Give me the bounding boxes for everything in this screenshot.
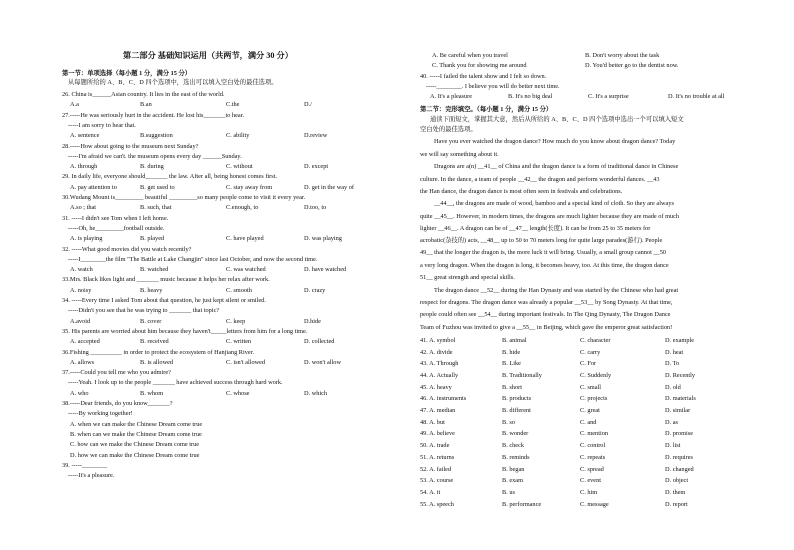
answer-option: B. It's no big deal (508, 93, 553, 101)
question-stem: 32. -----What good movies did you watch recently? (62, 245, 192, 253)
passage-line: we will say something about it. (420, 150, 499, 158)
section-2-instruction: 空白处的最佳选项。 (420, 126, 477, 134)
answer-option: A. It's a pleasure (430, 93, 473, 101)
answer-option: B. is allowed (140, 358, 174, 366)
answer-option: C. written (226, 338, 252, 346)
cloze-option: C. great (580, 407, 600, 414)
question-stem: 35. His parents are worried about him because they haven't_____letters from him for a long time. (62, 327, 308, 335)
answer-option: C. smooth (226, 286, 252, 294)
passage-line: acrobatic(杂技的) acts, __48__ up to 50 to 70 meters long for quite large parades(游行). People (420, 237, 663, 245)
answer-option: B. cover (140, 317, 162, 325)
answer-option: C.the (226, 101, 240, 109)
cloze-option: 44. A. Actually (420, 371, 459, 379)
section-2-instruction: 通读下面短文，掌握其大意，然后从所给的 A、B、C、D 四个选项中选出一个可以填入短文 (430, 115, 684, 123)
answer-option: C. Thank you for showing me around (432, 62, 527, 70)
cloze-option: B. check (502, 442, 525, 450)
cloze-option: B. Like (502, 360, 521, 368)
cloze-option: B. began (502, 465, 525, 473)
passage-line: respect for dragons. The dragon dance was already a popular __53__ by Song Dynasty. At that time, (420, 298, 673, 306)
passage-line: __44__, the dragons are made of wood, bamboo and a special kind of cloth. So they are always (434, 200, 674, 208)
section-title: 第二部分 基础知识运用（共两节，满分 30 分） (123, 51, 293, 60)
cloze-option: 42. A. divide (420, 348, 453, 356)
cloze-option: B. different (502, 407, 531, 414)
cloze-option: 41. A. symbol (420, 336, 456, 344)
cloze-option: B. us (502, 488, 515, 496)
cloze-option: C. event (580, 477, 601, 485)
answer-option: C. isn't allowed (226, 358, 266, 366)
answer-option: B. during (140, 163, 164, 171)
cloze-option: B. Traditionally (502, 371, 542, 379)
question-stem: 28.-----How about going to the museum next Sunday? (62, 142, 199, 150)
passage-line: culture. In the dance, a team of people __42__ the dragon and perform wonderful dances. __43 (420, 175, 660, 183)
answer-option: D. get in the way of (304, 183, 355, 191)
question-stem: -----It's a pleasure. (68, 472, 115, 480)
answer-option: D./ (304, 101, 312, 109)
answer-option: B. when can we make the Chinese Dream come true (70, 430, 202, 438)
answer-option: A. Be careful when you travel (432, 52, 508, 59)
question-stem: 37.-----Could you tell me who you admire? (62, 369, 171, 377)
cloze-option: B. products (502, 395, 532, 403)
answer-option: A. pay attention to (70, 183, 117, 191)
cloze-option: C. and (580, 418, 597, 426)
answer-option: D.review (304, 132, 328, 140)
answer-option: D. crazy (304, 286, 326, 294)
answer-option: A. when we can make the Chinese Dream come true (70, 420, 203, 428)
question-stem: 36.Fishing __________ in order to protect the ecosystem of Hanjiang River. (62, 348, 255, 356)
cloze-option: C. projects (580, 395, 608, 403)
passage-line: the Han dance, the dragon dance is most often seen in festivals and celebrations. (420, 187, 623, 195)
answer-option: B. received (140, 338, 169, 346)
answer-option: B.an (140, 101, 152, 109)
cloze-option: B. short (502, 383, 522, 391)
cloze-option: D. requires (665, 453, 693, 461)
answer-option: A.a (70, 101, 79, 109)
answer-option: A. through (70, 163, 98, 171)
question-stem: 34. -----Every time I asked Tom about that question, he just kept silent or smiled. (62, 297, 266, 304)
cloze-option: B. hide (502, 348, 521, 356)
cloze-option: 48. A. but (420, 418, 445, 426)
answer-option: C. keep (226, 317, 246, 325)
cloze-option: C. character (580, 336, 611, 344)
cloze-option: C. For (580, 360, 597, 368)
answer-option: B. heavy (140, 286, 163, 294)
cloze-option: B. animal (502, 336, 527, 344)
cloze-option: C. small (580, 383, 601, 391)
cloze-option: 55. A. speech (420, 500, 454, 508)
cloze-option: D. them (665, 488, 686, 496)
section-1-instruction: 从每题所给的 A、B、C、D 四个选项中，选出可以填入空白处的最佳选项。 (68, 79, 278, 86)
answer-option: D. have watched (304, 266, 347, 274)
answer-option: A. allows (70, 358, 95, 366)
question-stem: -----________. I believe you will do better next time. (426, 82, 560, 90)
cloze-option: 54. A. it (420, 488, 441, 496)
answer-option: C. whose (226, 389, 250, 397)
question-stem: 26. China is______Asian country. It lies in the east of the world. (62, 91, 225, 98)
cloze-option: C. repeats (580, 453, 606, 461)
cloze-option: D. as (665, 418, 678, 426)
cloze-option: 53. A. course (420, 477, 454, 485)
cloze-option: C. Suddenly (580, 371, 612, 379)
question-stem: 39. -----________ (62, 461, 108, 469)
answer-option: D. You'd better go to the dentist now. (585, 62, 679, 70)
question-stem: 29. In daily life, everyone should_______ the law. After all, being honest comes first. (62, 173, 278, 181)
question-stem: -----Yeah. I look up to the people _______ have achieved success through hard work. (68, 379, 283, 387)
question-stem: -----I am sorry to hear that. (68, 121, 136, 129)
cloze-option: D. Recently (665, 371, 696, 379)
answer-option: C. stay away from (226, 183, 273, 191)
cloze-option: D. similar (665, 407, 691, 414)
cloze-option: 46. A. instruments (420, 395, 467, 403)
answer-option: C.enough, to (226, 204, 259, 212)
passage-line: lighter __46__. A dragon can be of __47__ length(长度). It can be from 25 to 35 meters for (420, 224, 651, 232)
cloze-option: 52. A. failed (420, 465, 452, 473)
question-stem: -----I________the film "The Battle at Lake Changjin" since last October, and now the second time. (68, 255, 318, 263)
cloze-option: 51. A. returns (420, 453, 455, 461)
passage-line: 51__ great strength and special skills. (420, 274, 515, 281)
answer-option: D. It's no trouble at all (668, 93, 725, 101)
answer-option: A. is playing (70, 235, 103, 243)
passage-line: Have you ever watched the dragon dance? How much do you know about dragon dance? Today (434, 138, 676, 146)
answer-option: D. collected (304, 338, 335, 346)
passage-line: people could often see __54__ during important festivals. In The Qing Dynasty, The Dragon Dance (420, 311, 671, 319)
answer-option: C. have played (226, 235, 264, 243)
answer-option: A. sentence (70, 132, 100, 140)
cloze-option: D. report (665, 500, 688, 508)
cloze-option: D. object (665, 477, 689, 485)
cloze-option: C. mention (580, 430, 608, 438)
answer-option: B. such, that (140, 204, 172, 212)
answer-option: A. accepted (70, 338, 100, 346)
answer-option: A.so ; that (70, 204, 97, 212)
answer-option: C. how can we make the Chinese Dream come true (70, 441, 200, 449)
answer-option: A. watch (70, 266, 93, 274)
cloze-option: 50. A. trade (420, 442, 450, 450)
question-stem: 38.-----Dear friends, do you know_______? (62, 400, 173, 407)
passage-line: quite __45__. However, in modern times, the dragons are much lighter because they are made of much (420, 212, 680, 220)
cloze-option: C. control (580, 442, 606, 450)
passage-line: The dragon dance __52__ during the Han Dynasty and was started by the Chinese who had great (434, 286, 679, 294)
question-stem: -----Didn't you see that he was trying to _______ that topic? (68, 307, 220, 315)
answer-option: D. was playing (304, 235, 342, 243)
cloze-option: 47. A. median (420, 407, 456, 414)
question-stem: 33.Mrs. Black likes light and _______ music because it helps her relax after work. (62, 276, 270, 284)
cloze-option: B. wonder (502, 430, 529, 438)
answer-option: D. how we can make the Chinese Dream come true (70, 451, 200, 459)
answer-option: B.suggestion (140, 132, 173, 140)
answer-option: A. who (70, 389, 89, 397)
cloze-option: C. message (580, 500, 609, 508)
section-1-heading: 第一节：单项选择（每小题 1 分，满分 15 分） (62, 70, 192, 77)
passage-line: 49__ that the longer the dragon is, the more luck it will bring. Usually, a small group cannot __50 (420, 249, 666, 257)
question-stem: 27.-----He was seriously hurt in the accident. He lost his_______to hear. (62, 111, 245, 119)
passage-line: Team of Fuzhou was invited to give a __55__ in Beijing, which gave the emperor great satisfaction! (420, 323, 673, 331)
question-stem: 31. -----I didn't see Tom when I left home. (62, 214, 169, 222)
cloze-option: 45. A. heavy (420, 383, 452, 391)
cloze-option: D. changed (665, 465, 694, 473)
cloze-option: D. To (665, 360, 680, 368)
answer-option: D. except (304, 163, 329, 171)
question-stem: -----By working together! (68, 410, 133, 418)
answer-option: C. was watched (226, 266, 266, 274)
answer-option: D. won't allow (304, 358, 341, 366)
answer-option: D. which (304, 389, 328, 397)
question-stem: 40. -----I failed the talent show and I felt so down. (420, 72, 547, 80)
answer-option: A. noisy (70, 286, 92, 294)
cloze-option: D. example (665, 336, 695, 344)
answer-option: B. Don't worry about the task (585, 52, 660, 59)
cloze-option: 43. A. Through (420, 360, 459, 368)
cloze-option: B. performance (502, 500, 542, 508)
answer-option: D.hide (304, 317, 321, 325)
answer-option: D.too, to (304, 204, 327, 212)
answer-option: B. whom (140, 389, 164, 397)
answer-option: C. It's a surprise (588, 93, 629, 101)
cloze-option: B. exam (502, 477, 523, 485)
question-stem: -----I'm afraid we can't. the museum opens every day ______Sunday. (68, 152, 242, 160)
answer-option: B. played (140, 235, 165, 243)
answer-option: B. watched (140, 266, 169, 274)
answer-option: C. ability (226, 132, 250, 140)
cloze-option: C. carry (580, 348, 601, 356)
passage-line: a very long dragon. When the dragon is long, it becomes heavy, too. At this time, the dragon dance (420, 261, 669, 269)
section-2-heading: 第二节：完形填空。（每小题 1 分，满分 15 分） (420, 105, 553, 113)
passage-line: Dragons are a(n) __41__ of China and the dragon dance is a form of traditional dance in Chinese (434, 163, 679, 171)
cloze-option: D. promise (665, 430, 693, 438)
cloze-option: 49. A. believe (420, 430, 455, 438)
answer-option: A.avoid (70, 317, 91, 325)
cloze-option: D. old (665, 383, 681, 391)
cloze-option: B. so (502, 418, 515, 426)
answer-option: C. without (226, 163, 253, 171)
cloze-option: B. reminds (502, 453, 530, 461)
cloze-option: D. list (665, 442, 681, 450)
cloze-option: D. materials (665, 395, 696, 403)
answer-option: B. get used to (140, 183, 175, 191)
question-stem: -----Oh, he_________football outside. (68, 224, 165, 232)
cloze-option: D. heat (665, 348, 684, 356)
cloze-option: C. spread (580, 465, 604, 473)
cloze-option: C. him (580, 488, 598, 496)
question-stem: 30.Wudang Mount is_________ beautiful _________so many people come to visit it every year. (62, 194, 306, 201)
